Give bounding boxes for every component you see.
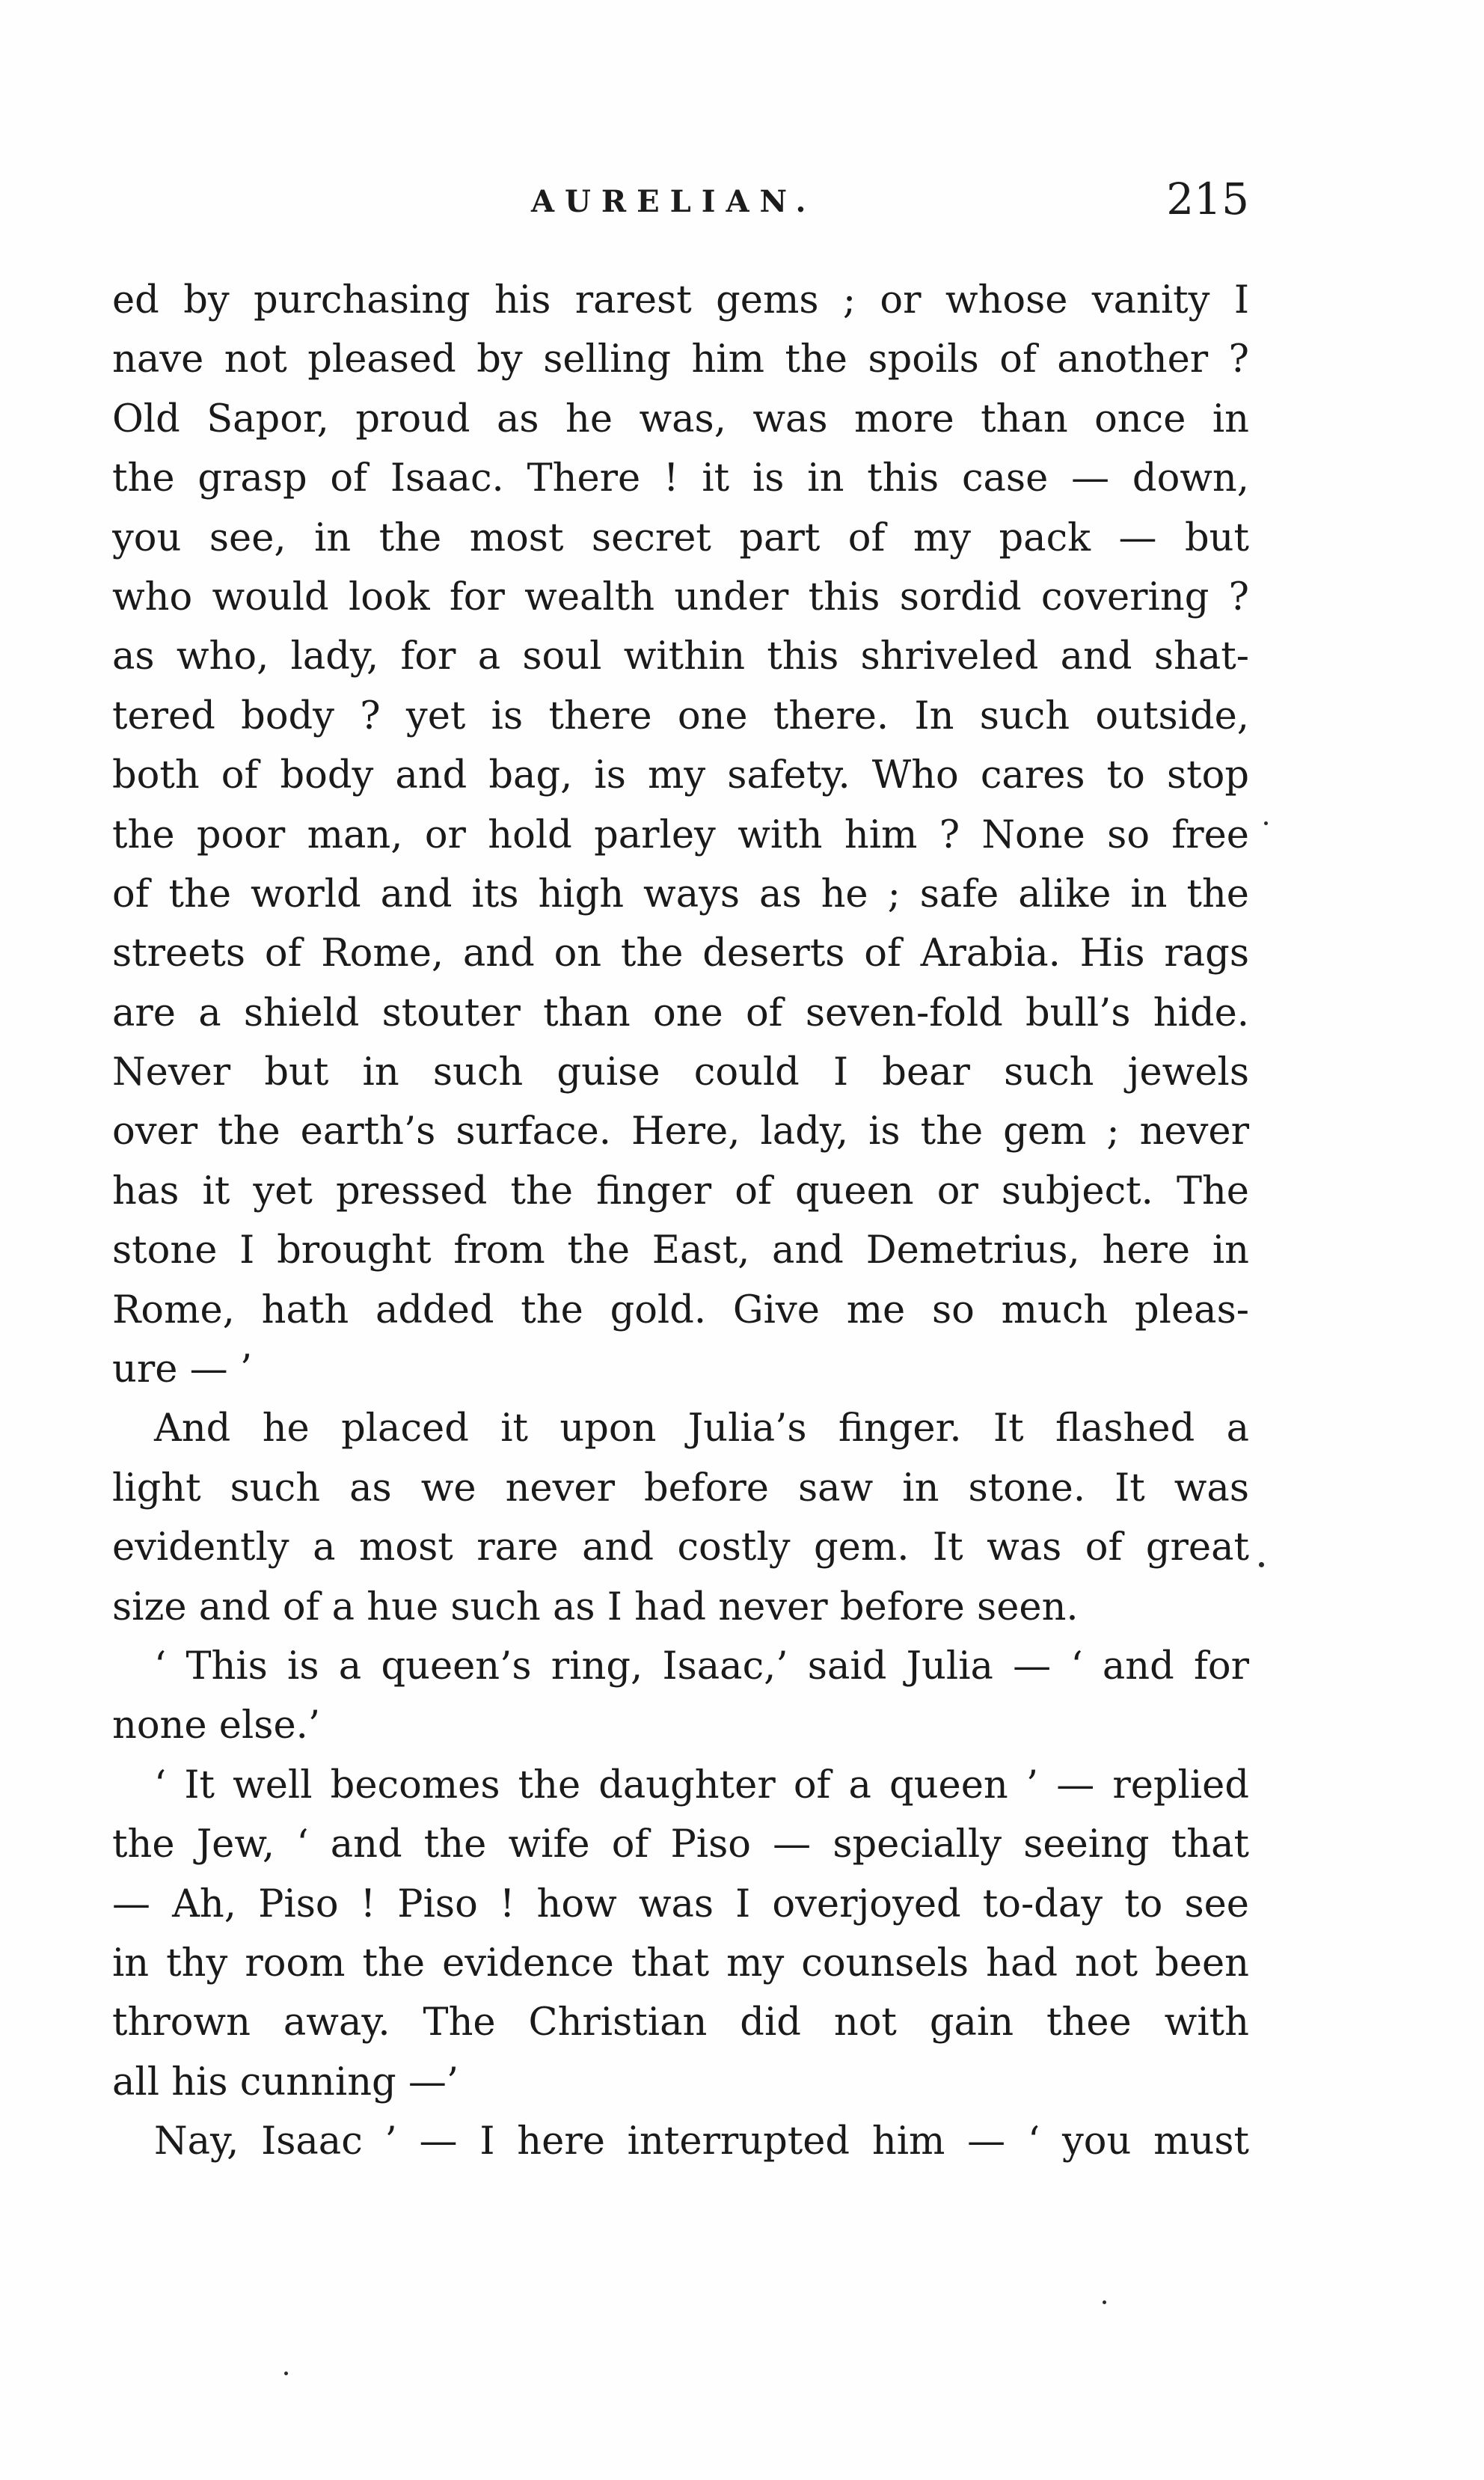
text-line: streets of Rome, and on the deserts of Arabia. His rags bbox=[112, 931, 1249, 976]
text-line: you see, in the most secret part of my pack — but bbox=[112, 515, 1249, 560]
text-line: the grasp of Isaac. There ! it is in this case — down, bbox=[112, 456, 1249, 501]
body-text bbox=[112, 271, 1249, 2172]
print-speck bbox=[1259, 1562, 1264, 1567]
text-line: Rome, hath added the gold. Give me so much pleas- bbox=[112, 1288, 1249, 1332]
text-line: as who, lady, for a soul within this shriveled and shat- bbox=[112, 634, 1249, 679]
text-line: none else.’ bbox=[112, 1703, 321, 1748]
text-line: thrown away. The Christian did not gain thee with bbox=[112, 2000, 1249, 2045]
text-line: evidently a most rare and costly gem. It was of great bbox=[112, 1525, 1249, 1570]
print-speck bbox=[1103, 2300, 1106, 2304]
text-line: are a shield stouter than one of seven-fold bull’s hide. bbox=[112, 991, 1249, 1035]
text-line: stone I brought from the East, and Demetrius, here in bbox=[112, 1228, 1249, 1273]
text-line: ‘ This is a queen’s ring, Isaac,’ said Julia — ‘ and for bbox=[154, 1644, 1249, 1688]
text-line: ed by purchasing his rarest gems ; or whose vanity I bbox=[112, 278, 1249, 322]
text-line: Nay, Isaac ’ — I here interrupted him — ‘ you must bbox=[154, 2119, 1249, 2164]
text-line: And he placed it upon Julia’s finger. It flashed a bbox=[154, 1406, 1249, 1451]
text-line: the Jew, ‘ and the wife of Piso — specially seeing that bbox=[112, 1822, 1249, 1867]
text-line: in thy room the evidence that my counsels had not been bbox=[112, 1941, 1249, 1985]
text-line: Old Sapor, proud as he was, was more than once in bbox=[112, 397, 1249, 441]
text-line: size and of a hue such as I had never before seen. bbox=[112, 1585, 1079, 1629]
text-line: Never but in such guise could I bear such jewels bbox=[112, 1050, 1249, 1095]
text-line: all his cunning —’ bbox=[112, 2060, 459, 2104]
text-line: ‘ It well becomes the daughter of a queen ’ — replied bbox=[154, 1763, 1249, 1807]
text-line: who would look for wealth under this sordid covering ? bbox=[112, 575, 1249, 619]
text-line: nave not pleased by selling him the spoils of another ? bbox=[112, 337, 1249, 382]
text-line: has it yet pressed the finger of queen or subject. The bbox=[112, 1169, 1249, 1213]
text-line: ure — ’ bbox=[112, 1347, 253, 1392]
text-line: light such as we never before saw in stone. It was bbox=[112, 1466, 1249, 1510]
text-line: the poor man, or hold parley with him ? None so free bbox=[112, 812, 1249, 857]
text-line: — Ah, Piso ! Piso ! how was I overjoyed to-day to see bbox=[112, 1882, 1249, 1926]
page-number: 215 bbox=[1166, 174, 1249, 224]
page-header bbox=[112, 174, 1249, 248]
text-line: over the earth’s surface. Here, lady, is the gem ; never bbox=[112, 1109, 1249, 1154]
text-line: both of body and bag, is my safety. Who cares to stop bbox=[112, 753, 1249, 798]
print-speck bbox=[1264, 821, 1268, 825]
print-speck bbox=[284, 2372, 288, 2375]
text-line: of the world and its high ways as he ; safe alike in the bbox=[112, 872, 1249, 916]
running-title: AURELIAN. bbox=[531, 184, 817, 219]
text-line: tered body ? yet is there one there. In such outside, bbox=[112, 694, 1249, 738]
